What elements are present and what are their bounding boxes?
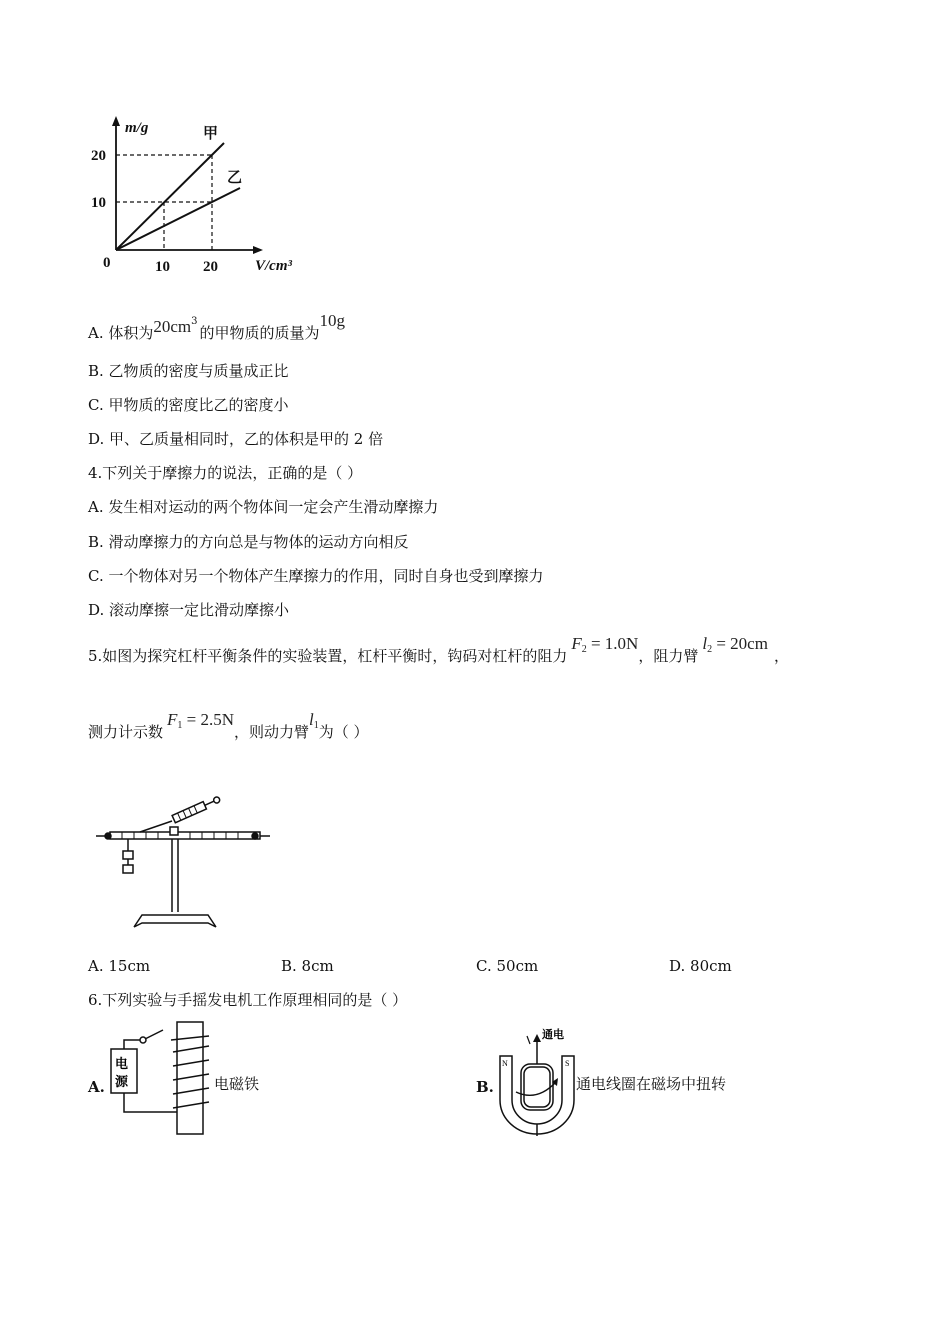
pivot: [170, 827, 178, 835]
power-source-label-1: 电: [115, 1056, 129, 1071]
weight-lower: [123, 865, 133, 873]
q5-option-d: D. 80cm: [669, 957, 732, 975]
q6-option-b-letter: B.: [476, 1078, 494, 1096]
q5-f2-symbol: F: [571, 634, 582, 653]
q5-stem-line2: [88, 710, 369, 741]
q5-option-c: C. 50cm: [476, 957, 539, 975]
pole-s-label: S: [565, 1059, 570, 1068]
y-tick-20: 20: [91, 148, 106, 164]
q5-option-a: A. 15cm: [88, 957, 151, 975]
q3-option-a-volume: 20cm: [153, 317, 192, 336]
q5-stem-line1: [88, 634, 789, 665]
q5-l1-sub: 1: [313, 720, 319, 731]
q3-option-d: D. 甲、乙质量相同时，乙的体积是甲的 2 倍: [88, 430, 384, 448]
pole-n-label: N: [502, 1059, 508, 1068]
q6-stem: 6.下列实验与手摇发电机工作原理相同的是（ ）: [88, 991, 408, 1009]
q5-l2-sub: 2: [707, 644, 713, 655]
weight-upper: [123, 851, 133, 859]
q5-l2-value: = 20cm: [712, 634, 768, 653]
q5-stem-line2-part2: ，则动力臂: [234, 723, 310, 741]
spring-scale: [172, 795, 221, 823]
q5-stem-line2-part1: 测力计示数: [88, 723, 164, 741]
balance-nut-left: [105, 833, 111, 839]
balance-nut-right: [252, 833, 258, 839]
q5-f1-formula: [167, 710, 234, 729]
spring-scale-hook: [140, 821, 172, 832]
q5-f2-value: = 1.0N: [586, 634, 639, 653]
stand-base: [134, 915, 216, 927]
q5-stem-line2-part3: 为（ ）: [318, 723, 369, 741]
q5-l2-symbol: l: [702, 634, 708, 653]
y-tick-10: 10: [91, 195, 106, 211]
q5-f2-formula: [571, 634, 638, 653]
q3-option-a: [88, 311, 346, 342]
q6-option-a-letter: A.: [88, 1078, 105, 1096]
q4-stem: 4.下列关于摩擦力的说法，正确的是（ ）: [88, 464, 363, 482]
q6-option-a-caption: 电磁铁: [214, 1075, 260, 1093]
q5-f1-sub: 1: [177, 720, 183, 731]
q5-option-b: B. 8cm: [281, 957, 334, 975]
q5-stem-part2: ，阻力臂: [638, 647, 699, 665]
q3-option-a-sup: 3: [191, 316, 198, 327]
y-axis-arrow: [112, 116, 120, 126]
line-jia: [116, 143, 224, 250]
field-arrow-top: [527, 1036, 530, 1044]
q5-l1-symbol: l: [309, 710, 314, 729]
switch-blade: [145, 1030, 163, 1039]
q4-option-d: D. 滚动摩擦一定比滑动摩擦小: [88, 601, 290, 619]
q4-option-c: C. 一个物体对另一个物体产生摩擦力的作用，同时自身也受到摩擦力: [88, 567, 544, 585]
q5-f1-value: = 2.5N: [182, 710, 235, 729]
coil-in-magnet-figure: [492, 1020, 582, 1138]
y-axis-label: m/g: [125, 120, 149, 136]
q3-option-c: C. 甲物质的密度比乙的密度小: [88, 396, 289, 414]
label-yi: 乙: [227, 170, 243, 186]
x-tick-10: 10: [155, 259, 170, 275]
power-source-label-2: 源: [115, 1074, 129, 1089]
q5-l2-formula: [702, 634, 768, 653]
q5-f1-symbol: F: [167, 710, 178, 729]
origin-label: 0: [103, 255, 111, 271]
q5-l1-formula: [309, 710, 319, 729]
wire-top: [124, 1040, 141, 1049]
electromagnet-figure: [105, 1022, 215, 1137]
q3-option-a-mid: 的甲物质的质量为: [199, 324, 320, 342]
x-axis-arrow: [253, 246, 263, 254]
q3-option-b: B. 乙物质的密度与质量成正比: [88, 362, 289, 380]
q3-option-a-mass: 10g: [319, 311, 346, 330]
switch-pivot: [140, 1037, 146, 1043]
q5-stem-part3: ，: [773, 647, 789, 665]
q5-f2-sub: 2: [581, 644, 587, 655]
lever-apparatus-figure: [92, 785, 272, 935]
x-axis-label: V/cm³: [255, 258, 292, 274]
mass-volume-graph: [91, 110, 315, 280]
label-jia: 甲: [203, 126, 219, 142]
q4-option-b: B. 滑动摩擦力的方向总是与物体的运动方向相反: [88, 533, 409, 551]
wire-bottom: [124, 1093, 177, 1112]
coil: [521, 1064, 553, 1110]
q3-option-a-prefix: A. 体积为: [88, 324, 154, 342]
x-tick-20: 20: [203, 259, 218, 275]
current-label: 通电: [542, 1029, 564, 1041]
line-yi: [116, 188, 240, 250]
q5-stem-part1: 5.如图为探究杠杆平衡条件的实验装置，杠杆平衡时，钩码对杠杆的阻力: [88, 647, 568, 665]
q4-option-a: A. 发生相对运动的两个物体间一定会产生滑动摩擦力: [88, 498, 439, 516]
q6-option-b-caption: 通电线圈在磁场中扭转: [576, 1075, 727, 1093]
